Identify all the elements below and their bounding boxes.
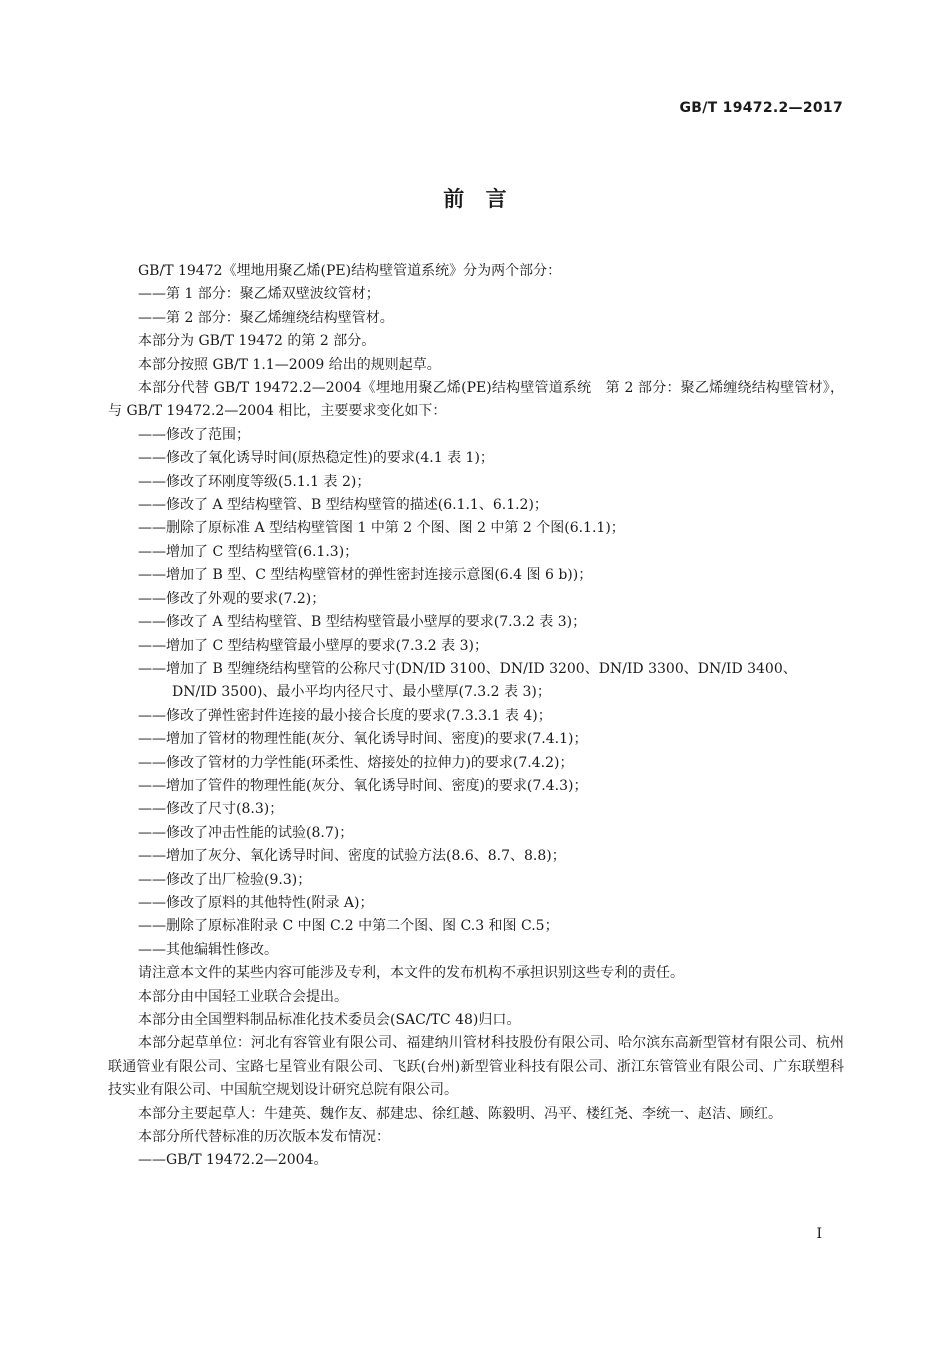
change-item: ——增加了管材的物理性能(灰分、氧化诱导时间、密度)的要求(7.4.1)； — [138, 731, 588, 748]
change-item: ——增加了灰分、氧化诱导时间、密度的试验方法(8.6、8.7、8.8)； — [138, 848, 566, 865]
change-item: ——修改了冲击性能的试验(8.7)； — [138, 824, 354, 841]
change-item: ——增加了 C 型结构壁管(6.1.3)； — [138, 543, 359, 560]
change-item: ——修改了氧化诱导时间(原热稳定性)的要求(4.1 表 1)； — [138, 450, 494, 467]
page-title: 前 言 — [443, 187, 507, 211]
change-item: ——修改了原料的其他特性(附录 A)； — [138, 894, 374, 911]
paragraph-drafting-units: 本部分起草单位：河北有容管业有限公司、福建纳川管材科技股份有限公司、哈尔滨东高新型管材有限公司、杭州联通管业有限公司、宝路七星管业有限公司、飞跃(台州)新型管业科技有限公司、浙江东管管业有限公司、广东联塑科技实业有限公司、中国航空规划设计研究总院有限公司。 — [108, 1035, 844, 1099]
change-item: ——修改了 A 型结构壁管、B 型结构壁管的描述(6.1.1、6.1.2)； — [138, 497, 548, 514]
list-item-part1: ——第 1 部分：聚乙烯双壁波纹管材； — [138, 286, 380, 303]
page-number: I — [816, 1226, 822, 1242]
change-item: ——修改了范围； — [138, 426, 250, 443]
change-item: ——修改了 A 型结构壁管、B 型结构壁管最小壁厚的要求(7.3.2 表 3)； — [138, 614, 587, 631]
change-item-continuation: DN/ID 3500)、最小平均内径尺寸、最小壁厚(7.3.2 表 3)； — [172, 684, 551, 701]
change-item: ——修改了出厂检验(9.3)； — [138, 871, 312, 888]
change-item: ——增加了 B 型、C 型结构壁管材的弹性密封连接示意图(6.4 图 6 b))； — [138, 567, 593, 584]
standard-number: GB/T 19472.2—2017 — [679, 100, 843, 116]
change-item: ——修改了管材的力学性能(环柔性、熔接处的拉伸力)的要求(7.4.2)； — [138, 754, 574, 771]
paragraph-proposed-by: 本部分由中国轻工业联合会提出。 — [138, 988, 348, 1005]
change-item: ——修改了尺寸(8.3)； — [138, 801, 284, 818]
change-item: ——修改了弹性密封件连接的最小接合长度的要求(7.3.3.1 表 4)； — [138, 707, 552, 724]
paragraph-centralized-by: 本部分由全国塑料制品标准化技术委员会(SAC/TC 48)归口。 — [138, 1012, 521, 1028]
change-item: ——修改了环刚度等级(5.1.1 表 2)； — [138, 473, 371, 490]
change-item: ——增加了管件的物理性能(灰分、氧化诱导时间、密度)的要求(7.4.3)； — [138, 777, 588, 794]
paragraph-drafting-rules: 本部分按照 GB/T 1.1—2009 给出的规则起草。 — [138, 356, 441, 373]
change-item: ——增加了 C 型结构壁管最小壁厚的要求(7.3.2 表 3)； — [138, 637, 488, 654]
paragraph-part-number: 本部分为 GB/T 19472 的第 2 部分。 — [138, 333, 376, 350]
list-item-part2: ——第 2 部分：聚乙烯缠绕结构壁管材。 — [138, 309, 394, 326]
foreword-body — [108, 260, 844, 1173]
change-item: ——删除了原标准附录 C 中图 C.2 中第二个图、图 C.3 和图 C.5； — [138, 918, 559, 935]
paragraph-history: 本部分所代替标准的历次版本发布情况： — [138, 1129, 390, 1146]
change-item: ——删除了原标准 A 型结构壁管图 1 中第 2 个图、图 2 中第 2 个图(6.1.1)； — [138, 520, 625, 537]
change-item: ——其他编辑性修改。 — [138, 941, 278, 958]
change-item: ——修改了外观的要求(7.2)； — [138, 590, 326, 607]
paragraph-drafters: 本部分主要起草人：牛建英、魏作友、郝建忠、徐红越、陈毅明、冯平、楼红尧、李统一、赵洁、顾红。 — [138, 1105, 782, 1122]
list-item-history: ——GB/T 19472.2—2004。 — [138, 1152, 328, 1169]
change-item: ——增加了 B 型缠绕结构壁管的公称尺寸(DN/ID 3100、DN/ID 3200、DN/ID 3300、DN/ID 3400、 — [138, 660, 797, 677]
paragraph-patent-notice: 请注意本文件的某些内容可能涉及专利，本文件的发布机构不承担识别这些专利的责任。 — [138, 965, 684, 982]
paragraph-replaces: 本部分代替 GB/T 19472.2—2004《埋地用聚乙烯(PE)结构壁管道系统 第 2 部分：聚乙烯缠绕结构壁管材》，与 GB/T 19472.2—2004 相比，主要要求变化如下： — [108, 380, 844, 420]
paragraph-parts-intro: GB/T 19472《埋地用聚乙烯(PE)结构壁管道系统》分为两个部分： — [138, 263, 562, 279]
